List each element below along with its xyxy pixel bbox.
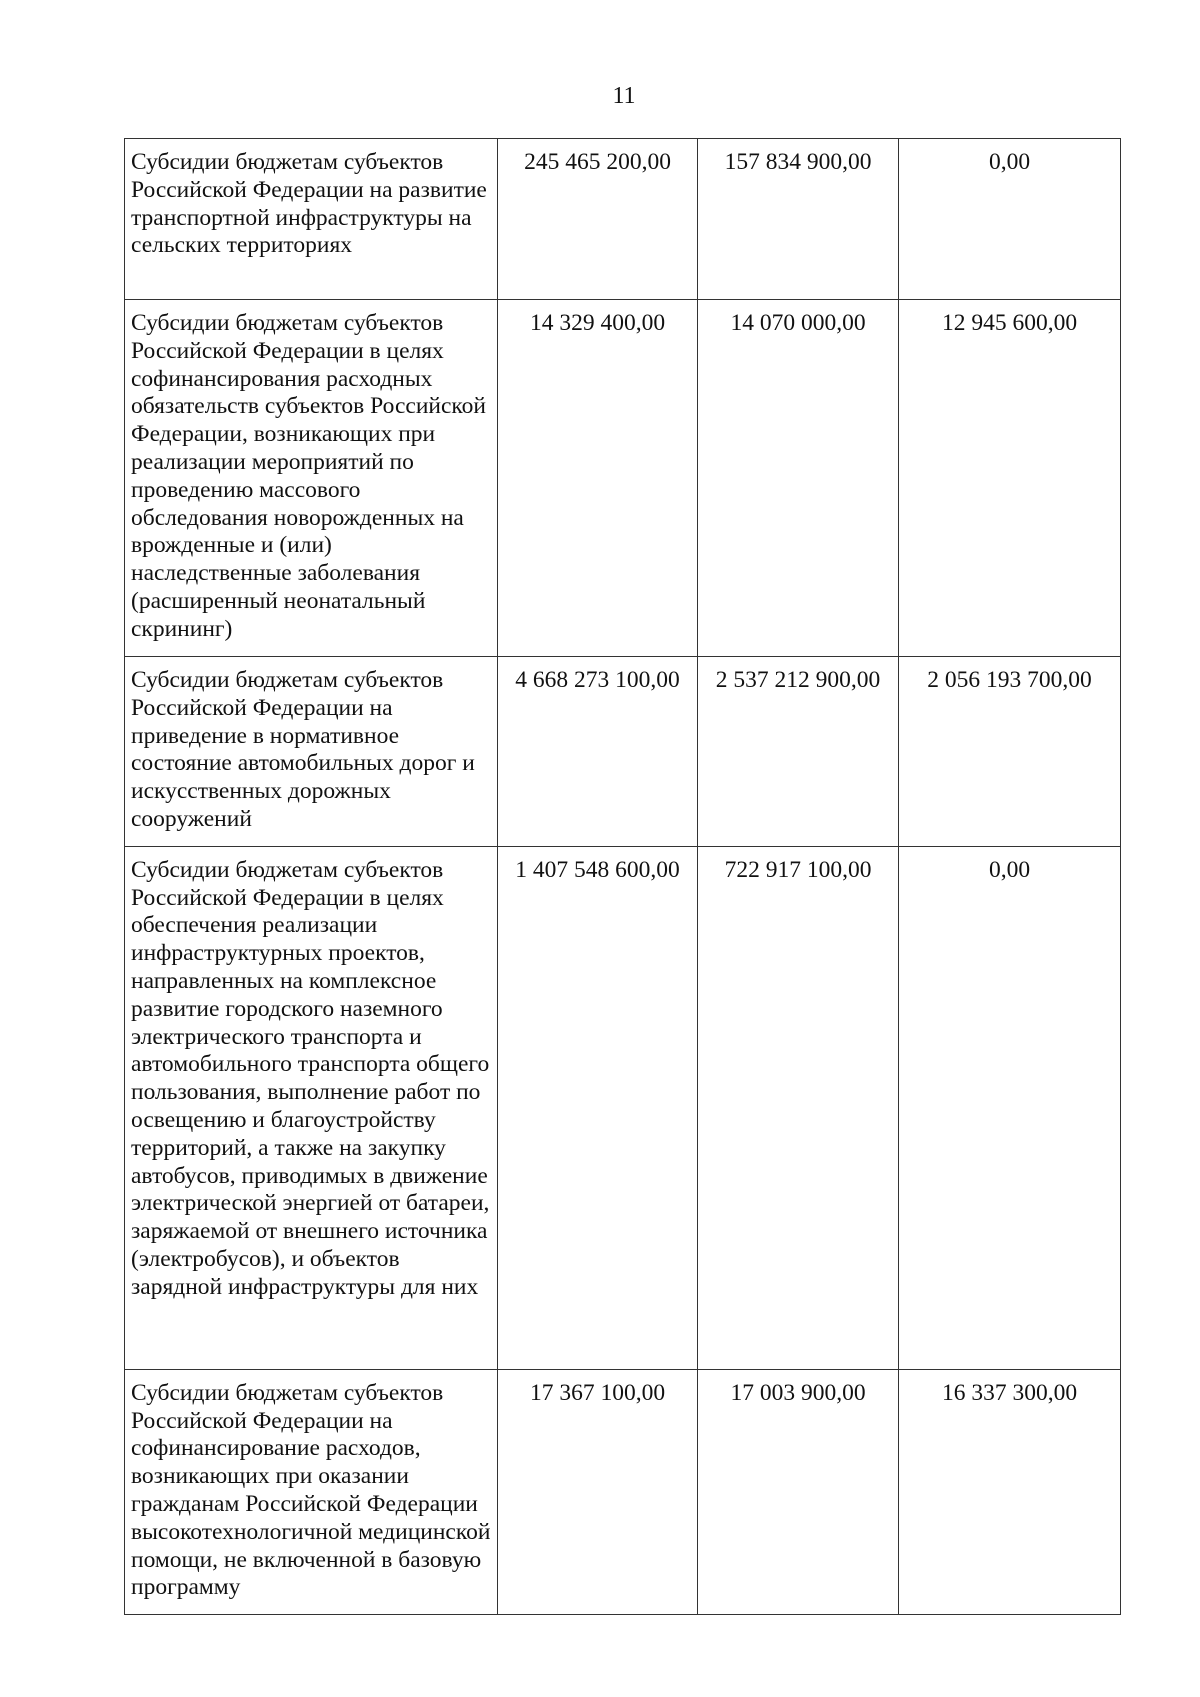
row-value-col2: 722 917 100,00 [698, 846, 899, 1369]
row-description: Субсидии бюджетам субъектов Российской Федерации в целях софинансирования расходных обязательств субъектов Российской Федерации, возникающих при реализации мероприятий по проведению массового обследования новорожденных на врожденные и (или) наследственные заболевания (расширенный неонатальный скрининг) [125, 300, 498, 657]
row-value-col3: 12 945 600,00 [899, 300, 1121, 657]
table-row [125, 1369, 1121, 1614]
row-value-col1: 1 407 548 600,00 [498, 846, 698, 1369]
row-description: Субсидии бюджетам субъектов Российской Федерации на приведение в нормативное состояние автомобильных дорог и искусственных дорожных сооружений [125, 657, 498, 847]
row-value-col2: 2 537 212 900,00 [698, 657, 899, 847]
row-value-col3: 16 337 300,00 [899, 1369, 1121, 1614]
row-value-col1: 4 668 273 100,00 [498, 657, 698, 847]
table-row [125, 300, 1121, 657]
row-value-col1: 245 465 200,00 [498, 139, 698, 300]
row-value-col2: 17 003 900,00 [698, 1369, 899, 1614]
row-description: Субсидии бюджетам субъектов Российской Федерации на софинансирование расходов, возникающих при оказании гражданам Российской Федерации высокотехнологичной медицинской помощи, не включенной в базовую программу [125, 1369, 498, 1614]
row-description: Субсидии бюджетам субъектов Российской Федерации в целях обеспечения реализации инфраструктурных проектов, направленных на комплексное развитие городского наземного электрического транспорта и автомобильного транспорта общего пользования, выполнение работ по освещению и благоустройству территорий, а также на закупку автобусов, приводимых в движение электрической энергией от батареи, заряжаемой от внешнего источника (электробусов), и объектов зарядной инфраструктуры для них [125, 846, 498, 1369]
row-value-col1: 17 367 100,00 [498, 1369, 698, 1614]
row-value-col3: 0,00 [899, 846, 1121, 1369]
table-row [125, 846, 1121, 1369]
row-description: Субсидии бюджетам субъектов Российской Федерации на развитие транспортной инфраструктуры на сельских территориях [125, 139, 498, 300]
table-row [125, 657, 1121, 847]
page-number: 11 [612, 83, 636, 109]
row-value-col2: 157 834 900,00 [698, 139, 899, 300]
table-row [125, 139, 1121, 300]
subsidies-table [124, 138, 1121, 1615]
row-value-col3: 2 056 193 700,00 [899, 657, 1121, 847]
row-value-col2: 14 070 000,00 [698, 300, 899, 657]
row-value-col1: 14 329 400,00 [498, 300, 698, 657]
row-value-col3: 0,00 [899, 139, 1121, 300]
